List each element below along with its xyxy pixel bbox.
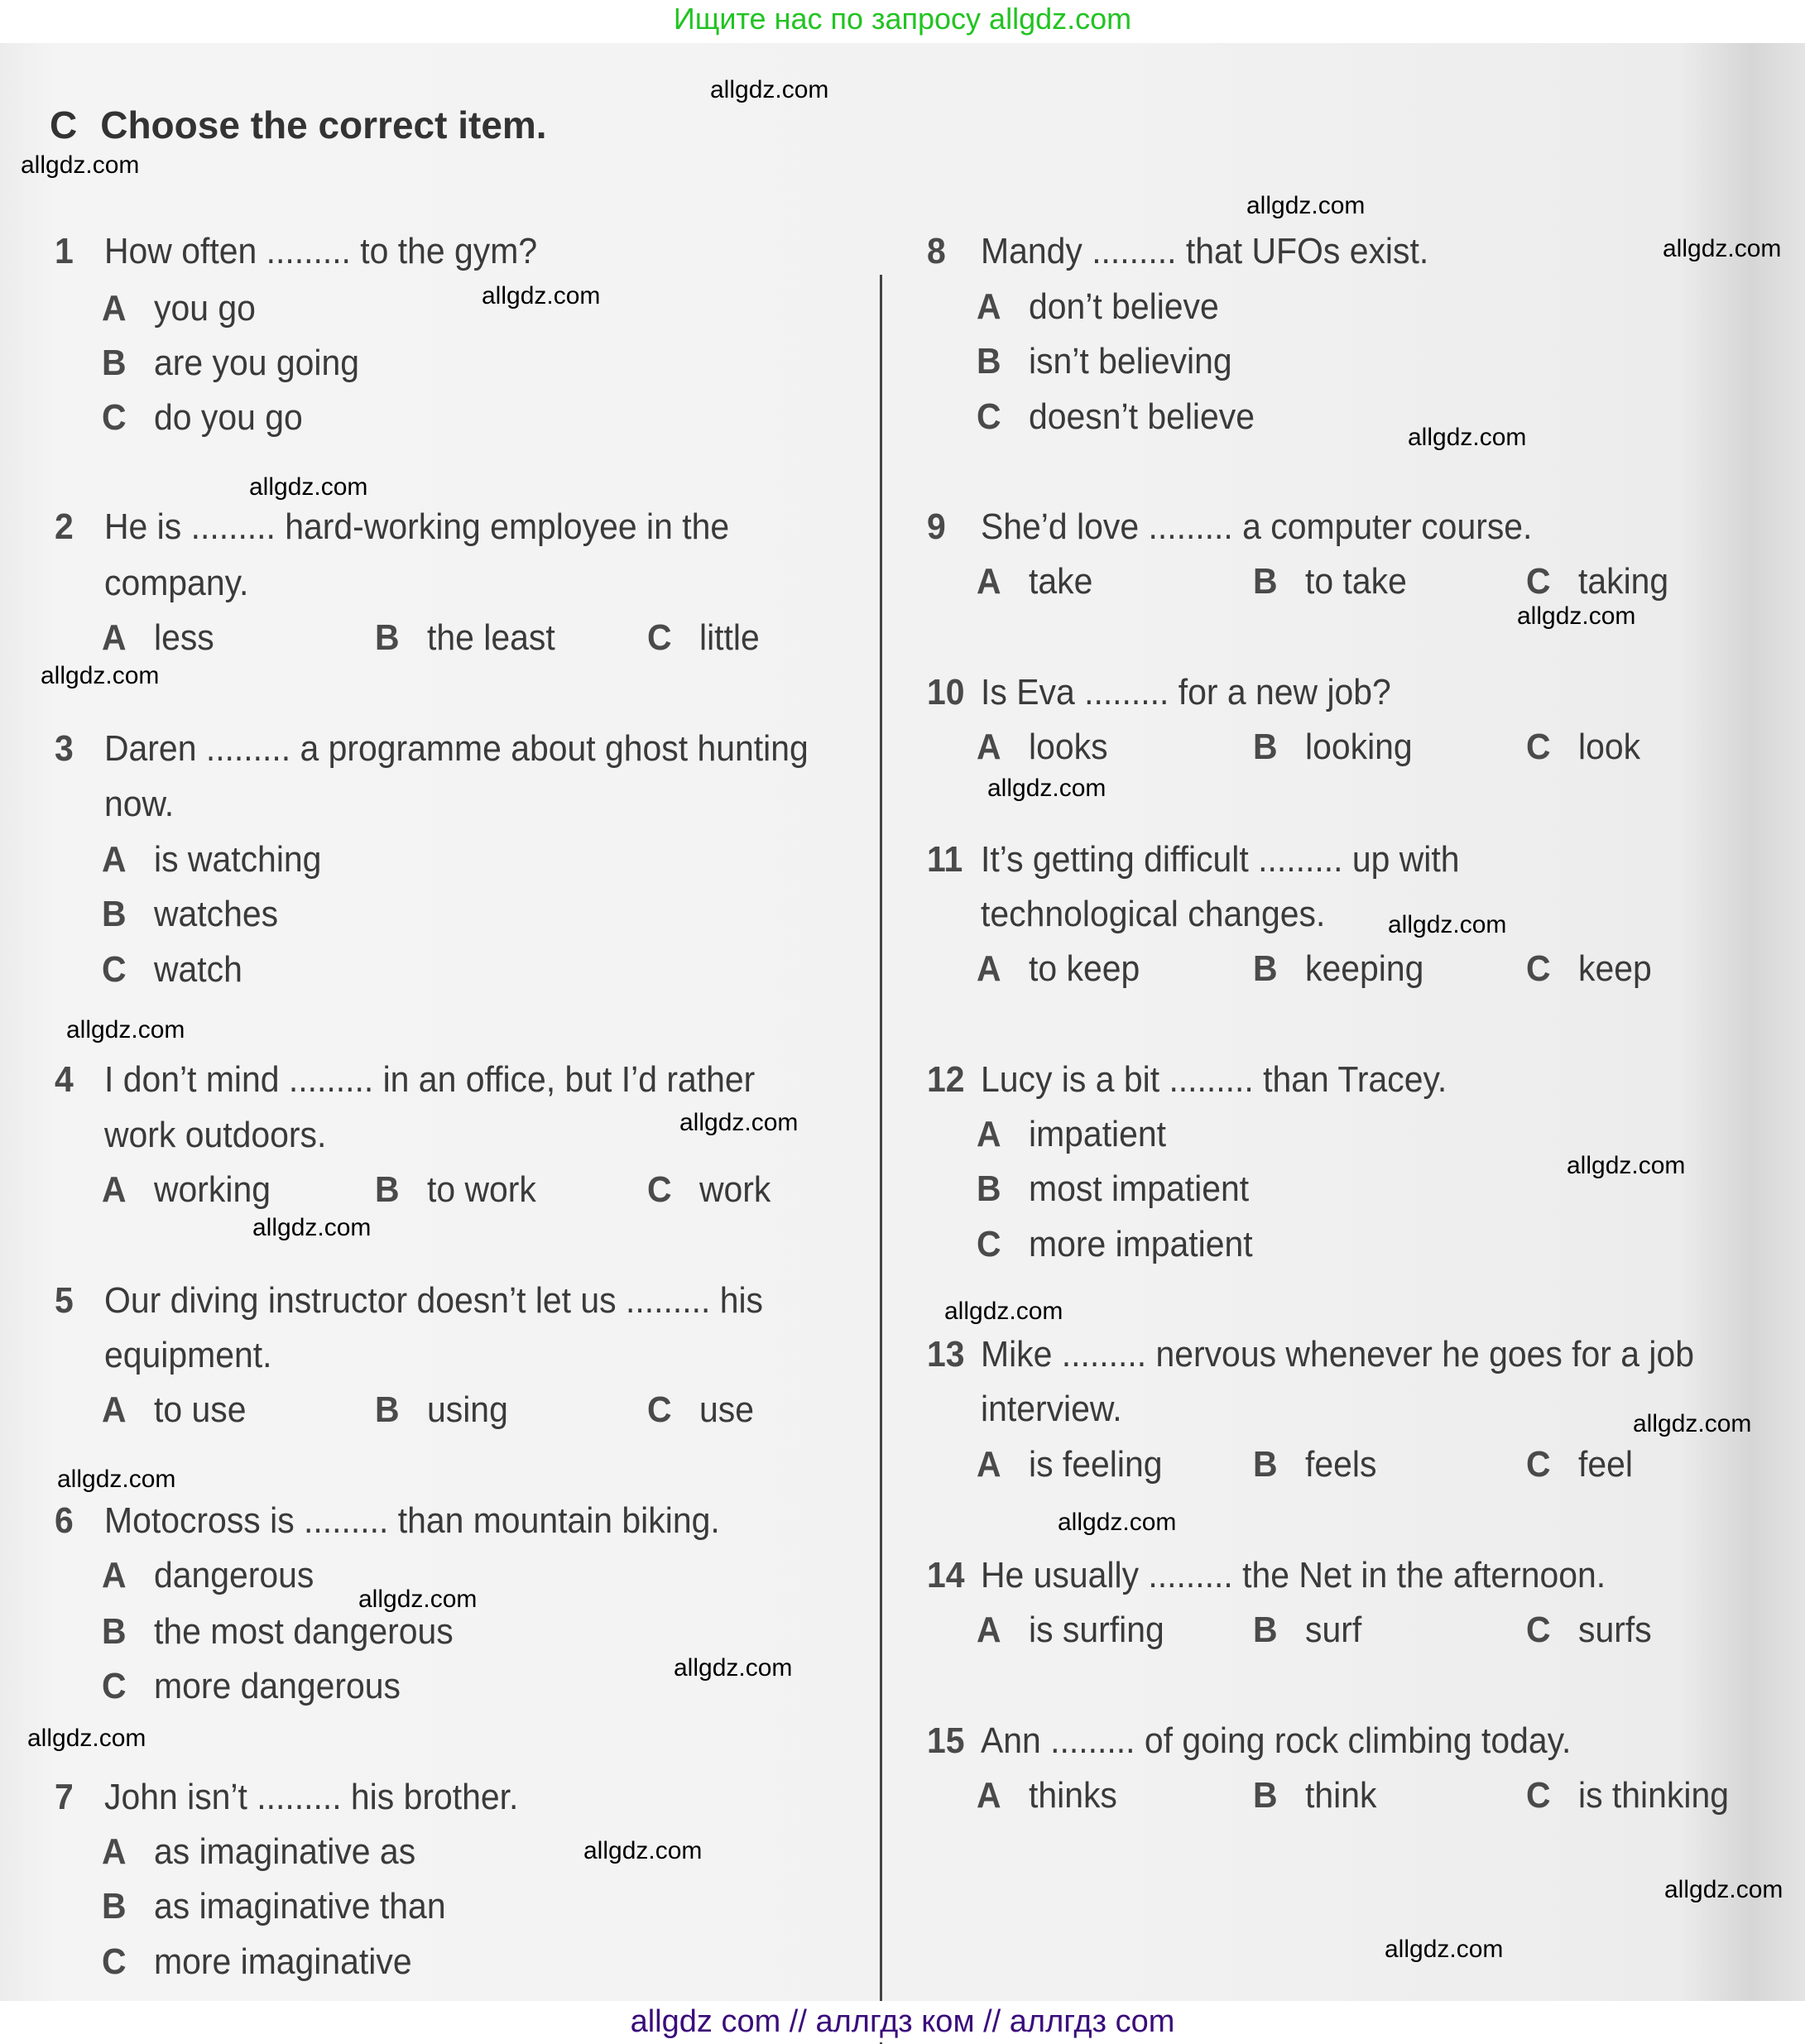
watermark: allgdz.com	[1246, 192, 1366, 219]
option-text: the most dangerous	[154, 1611, 454, 1652]
section-title: Choose the correct item.	[100, 103, 547, 146]
option-text: work	[699, 1169, 771, 1210]
watermark: allgdz.com	[57, 1466, 176, 1493]
watermark: allgdz.com	[1567, 1152, 1686, 1179]
option-letter: B	[375, 617, 400, 658]
question-stem: work outdoors.	[104, 1115, 327, 1155]
option-letter: C	[1526, 1775, 1551, 1816]
option-text: do you go	[154, 397, 303, 438]
option-letter: A	[977, 561, 1001, 602]
question-number: 14	[927, 1555, 965, 1595]
question-number: 13	[927, 1334, 965, 1375]
option-text: is thinking	[1578, 1775, 1729, 1816]
watermark: allgdz.com	[1408, 424, 1527, 451]
watermark: allgdz.com	[987, 775, 1107, 802]
question-stem: Is Eva ......... for a new job?	[981, 672, 1391, 713]
option-letter: A	[977, 286, 1001, 327]
option-letter: A	[977, 948, 1001, 989]
option-letter: C	[102, 397, 127, 438]
watermark: allgdz.com	[679, 1109, 799, 1136]
option-letter: C	[647, 1389, 672, 1430]
option-text: look	[1578, 727, 1641, 767]
option-letter: C	[1526, 1444, 1551, 1485]
question-stem: technological changes.	[981, 894, 1326, 934]
question-number: 7	[55, 1777, 74, 1817]
question-stem: Ann ......... of going rock climbing today.	[981, 1720, 1572, 1761]
option-letter: B	[102, 343, 127, 383]
option-text: working	[154, 1169, 271, 1210]
watermark: allgdz.com	[1517, 602, 1636, 630]
question-number: 1	[55, 231, 74, 271]
option-text: dangerous	[154, 1555, 314, 1595]
option-text: think	[1305, 1775, 1377, 1816]
option-text: isn’t believing	[1029, 341, 1232, 381]
option-text: impatient	[1029, 1114, 1167, 1154]
option-text: as imaginative as	[154, 1831, 416, 1872]
option-text: watch	[154, 949, 242, 990]
option-text: more dangerous	[154, 1666, 401, 1706]
option-letter: A	[102, 839, 127, 880]
option-letter: C	[1526, 948, 1551, 989]
option-letter: C	[977, 396, 1001, 437]
option-text: less	[154, 617, 214, 658]
watermark: allgdz.com	[482, 282, 601, 309]
question-stem: equipment.	[104, 1335, 272, 1375]
option-text: to work	[427, 1169, 536, 1210]
option-letter: A	[102, 1831, 127, 1872]
watermark: allgdz.com	[1385, 1936, 1504, 1963]
option-text: using	[427, 1389, 508, 1430]
question-stem: company.	[104, 563, 249, 603]
option-letter: B	[977, 1168, 1001, 1209]
option-letter: A	[977, 1444, 1001, 1485]
option-letter: A	[977, 1775, 1001, 1816]
question-number: 5	[55, 1280, 74, 1321]
bottom-banner: allgdz com // аллгдз ком // аллгдз com	[0, 2001, 1805, 2042]
watermark: allgdz.com	[674, 1654, 793, 1682]
watermark: allgdz.com	[66, 1016, 185, 1044]
option-text: is watching	[154, 839, 322, 880]
option-text: more imaginative	[154, 1941, 412, 1982]
option-text: taking	[1578, 561, 1669, 602]
option-letter: C	[102, 1666, 127, 1706]
question-stem: Mandy ......... that UFOs exist.	[981, 231, 1429, 271]
question-number: 4	[55, 1059, 74, 1100]
option-text: keep	[1578, 948, 1652, 989]
option-text: looking	[1305, 727, 1413, 767]
option-text: you go	[154, 288, 256, 329]
option-letter: C	[647, 617, 672, 658]
option-text: surf	[1305, 1610, 1362, 1650]
option-letter: A	[977, 727, 1001, 767]
option-letter: B	[1253, 1444, 1278, 1485]
option-letter: B	[102, 894, 127, 934]
watermark: allgdz.com	[252, 1214, 372, 1241]
option-text: looks	[1029, 727, 1108, 767]
option-letter: A	[102, 1169, 127, 1210]
option-text: to keep	[1029, 948, 1140, 989]
watermark: allgdz.com	[583, 1837, 703, 1864]
question-number: 12	[927, 1059, 965, 1100]
option-letter: B	[375, 1389, 400, 1430]
option-letter: C	[102, 1941, 127, 1982]
question-number: 6	[55, 1500, 74, 1541]
option-letter: B	[1253, 561, 1278, 602]
option-text: to use	[154, 1389, 247, 1430]
question-stem: interview.	[981, 1389, 1122, 1429]
option-text: is feeling	[1029, 1444, 1163, 1485]
option-text: the least	[427, 617, 555, 658]
question-stem: John isn’t ......... his brother.	[104, 1777, 519, 1817]
option-text: more impatient	[1029, 1224, 1253, 1264]
section-letter: C	[50, 103, 78, 146]
watermark: allgdz.com	[358, 1586, 478, 1613]
watermark: allgdz.com	[1664, 1876, 1783, 1903]
option-letter: C	[647, 1169, 672, 1210]
question-stem: He usually ......... the Net in the afternoon.	[981, 1555, 1606, 1595]
question-number: 8	[927, 231, 946, 271]
option-text: surfs	[1578, 1610, 1652, 1650]
option-letter: A	[102, 1389, 127, 1430]
option-text: use	[699, 1389, 754, 1430]
option-text: take	[1029, 561, 1093, 602]
option-letter: A	[977, 1114, 1001, 1154]
option-text: as imaginative than	[154, 1886, 446, 1926]
option-letter: B	[1253, 727, 1278, 767]
option-text: to take	[1305, 561, 1407, 602]
watermark: allgdz.com	[249, 473, 368, 501]
top-banner: Ищите нас по запросу allgdz.com	[0, 0, 1805, 43]
question-number: 3	[55, 728, 74, 769]
watermark: allgdz.com	[1388, 911, 1507, 938]
question-stem: He is ......... hard-working employee in the	[104, 506, 730, 547]
question-number: 15	[927, 1720, 965, 1761]
question-stem: Mike ......... nervous whenever he goes for a job	[981, 1334, 1695, 1375]
option-letter: C	[102, 949, 127, 990]
option-letter: A	[102, 288, 127, 329]
question-stem: I don’t mind ......... in an office, but I’d rather	[104, 1059, 756, 1100]
watermark: allgdz.com	[27, 1725, 146, 1752]
question-stem: Daren ......... a programme about ghost hunting	[104, 728, 809, 769]
question-stem: Lucy is a bit ......... than Tracey.	[981, 1059, 1447, 1100]
option-letter: C	[1526, 561, 1551, 602]
watermark: allgdz.com	[1058, 1509, 1177, 1536]
option-letter: A	[102, 617, 127, 658]
option-text: is surfing	[1029, 1610, 1164, 1650]
question-number: 11	[927, 839, 963, 880]
option-text: thinks	[1029, 1775, 1117, 1816]
option-text: keeping	[1305, 948, 1424, 989]
option-text: doesn’t believe	[1029, 396, 1255, 437]
option-letter: B	[102, 1611, 127, 1652]
option-letter: B	[102, 1886, 127, 1926]
option-text: little	[699, 617, 760, 658]
question-stem: It’s getting difficult ......... up with	[981, 839, 1460, 880]
option-letter: C	[977, 1224, 1001, 1264]
section-heading	[50, 103, 547, 147]
option-letter: B	[1253, 1610, 1278, 1650]
watermark: allgdz.com	[1633, 1410, 1752, 1437]
watermark: allgdz.com	[21, 151, 140, 179]
question-stem: now.	[104, 784, 175, 824]
option-letter: B	[1253, 1775, 1278, 1816]
watermark: allgdz.com	[1663, 235, 1782, 262]
option-text: are you going	[154, 343, 359, 383]
watermark: allgdz.com	[944, 1298, 1063, 1325]
option-text: don’t believe	[1029, 286, 1219, 327]
question-stem: She’d love ......... a computer course.	[981, 506, 1533, 547]
option-letter: A	[977, 1610, 1001, 1650]
option-text: most impatient	[1029, 1168, 1250, 1209]
watermark: allgdz.com	[710, 76, 829, 103]
option-letter: C	[1526, 727, 1551, 767]
option-text: watches	[154, 894, 279, 934]
question-number: 2	[55, 506, 74, 547]
option-letter: C	[1526, 1610, 1551, 1650]
question-number: 9	[927, 506, 946, 547]
option-letter: B	[977, 341, 1001, 381]
column-divider	[880, 275, 882, 2044]
watermark: allgdz.com	[41, 662, 160, 689]
option-letter: A	[102, 1555, 127, 1595]
question-stem: Our diving instructor doesn’t let us ......... his	[104, 1280, 764, 1321]
question-stem: How often ......... to the gym?	[104, 231, 538, 271]
option-letter: B	[375, 1169, 400, 1210]
worksheet-page	[0, 43, 1805, 2001]
option-letter: B	[1253, 948, 1278, 989]
option-text: feel	[1578, 1444, 1633, 1485]
question-stem: Motocross is ......... than mountain biking.	[104, 1500, 720, 1541]
question-number: 10	[927, 672, 965, 713]
option-text: feels	[1305, 1444, 1377, 1485]
